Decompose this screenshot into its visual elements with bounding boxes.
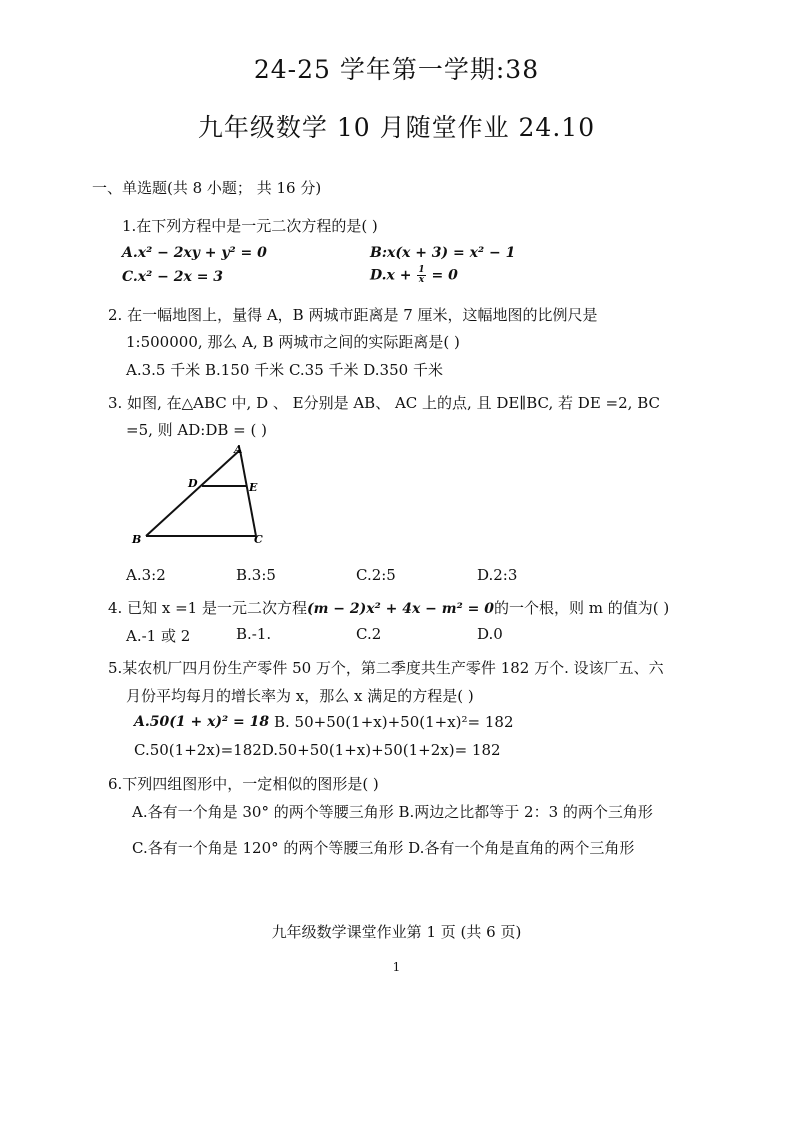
q6-stem: 6.下列四组图形中，一定相似的图形是( ) [108,775,379,793]
q1-option-a: A.x² − 2xy + y² = 0 [122,245,267,261]
q3-line-1: 3. 如图, 在△ABC 中, D 、 E分别是 AB、 AC 上的点, 且 DE∥BC, 若 DE =2, BC [108,394,660,412]
q5-options-cd: C.50(1+2x)=182D.50+50(1+x)+50(1+2x)= 182 [134,741,501,759]
q1-option-d-suffix: = 0 [426,267,458,284]
title-line-1: 24-25 学年第一学期:38 [253,55,540,84]
q4-prefix: 4. 已知 x =1 是一元二次方程 [108,599,307,617]
q5-option-b: B. 50+50(1+x)+50(1+x)²= 182 [274,713,514,731]
q1-option-c: C.x² − 2x = 3 [122,269,224,285]
triangle-figure [128,442,278,552]
fraction-numerator: 1 [418,265,425,275]
q3-option-a: A.3:2 [126,566,166,584]
side-ab [146,450,240,536]
q1-option-d-prefix: D.x + [370,267,417,284]
q4-equation: (m − 2)x² + 4x − m² = 0 [306,601,494,617]
title-line-2: 九年级数学 10 月随堂作业 24.10 [197,113,596,142]
q2-line-2: 1:500000, 那么 A, B 两城市之间的实际距离是( ) [126,333,460,351]
q3-option-c: C.2:5 [356,566,396,584]
q2-options: A.3.5 千米 B.150 千米 C.35 千米 D.350 千米 [126,361,443,379]
q5-line-2: 月份平均每月的增长率为 x，那么 x 满足的方程是( ) [126,687,474,705]
page-number: 1 [392,960,401,974]
q4-option-d: D.0 [477,625,503,643]
q6-options-ab: A.各有一个角是 30° 的两个等腰三角形 B.两边之比都等于 2：3 的两个三角形 [132,803,653,821]
label-d: D [188,477,198,490]
q2-line-1: 2. 在一幅地图上，量得 A，B 两城市距离是 7 厘米，这幅地图的比例尺是 [108,306,598,324]
q6-options-cd: C.各有一个角是 120° 的两个等腰三角形 D.各有一个角是直角的两个三角形 [132,839,635,857]
q3-option-b: B.3:5 [236,566,276,584]
label-c: C [254,533,263,546]
q1-option-d [370,266,458,285]
q4-option-a: A.-1 或 2 [126,627,191,645]
q5-option-a: A.50(1 + x)² = 18 [134,714,270,730]
q1-stem: 1.在下列方程中是一元二次方程的是( ) [122,217,378,235]
section-heading: 一、单选题(共 8 小题； 共 16 分) [92,179,322,197]
fraction-denominator: x [418,275,425,285]
q3-option-d: D.2:3 [477,566,518,584]
page-footer: 九年级数学课堂作业第 1 页 (共 6 页) [271,923,522,941]
q1-option-b: B:x(x + 3) = x² − 1 [370,245,516,261]
fraction [417,266,425,285]
label-b: B [132,533,142,546]
q4-option-c: C.2 [356,625,382,643]
q4-option-b: B.-1. [236,625,272,643]
q4-suffix: 的一个根，则 m 的值为( ) [493,599,670,617]
q4-stem [108,597,669,618]
q3-line-2: =5, 则 AD:DB = ( ) [126,421,267,439]
label-e: E [249,481,258,494]
q5-line-1: 5.某农机厂四月份生产零件 50 万个，第二季度共生产零件 182 万个. 设该厂五、六 [108,659,664,677]
label-a: A [234,443,243,456]
